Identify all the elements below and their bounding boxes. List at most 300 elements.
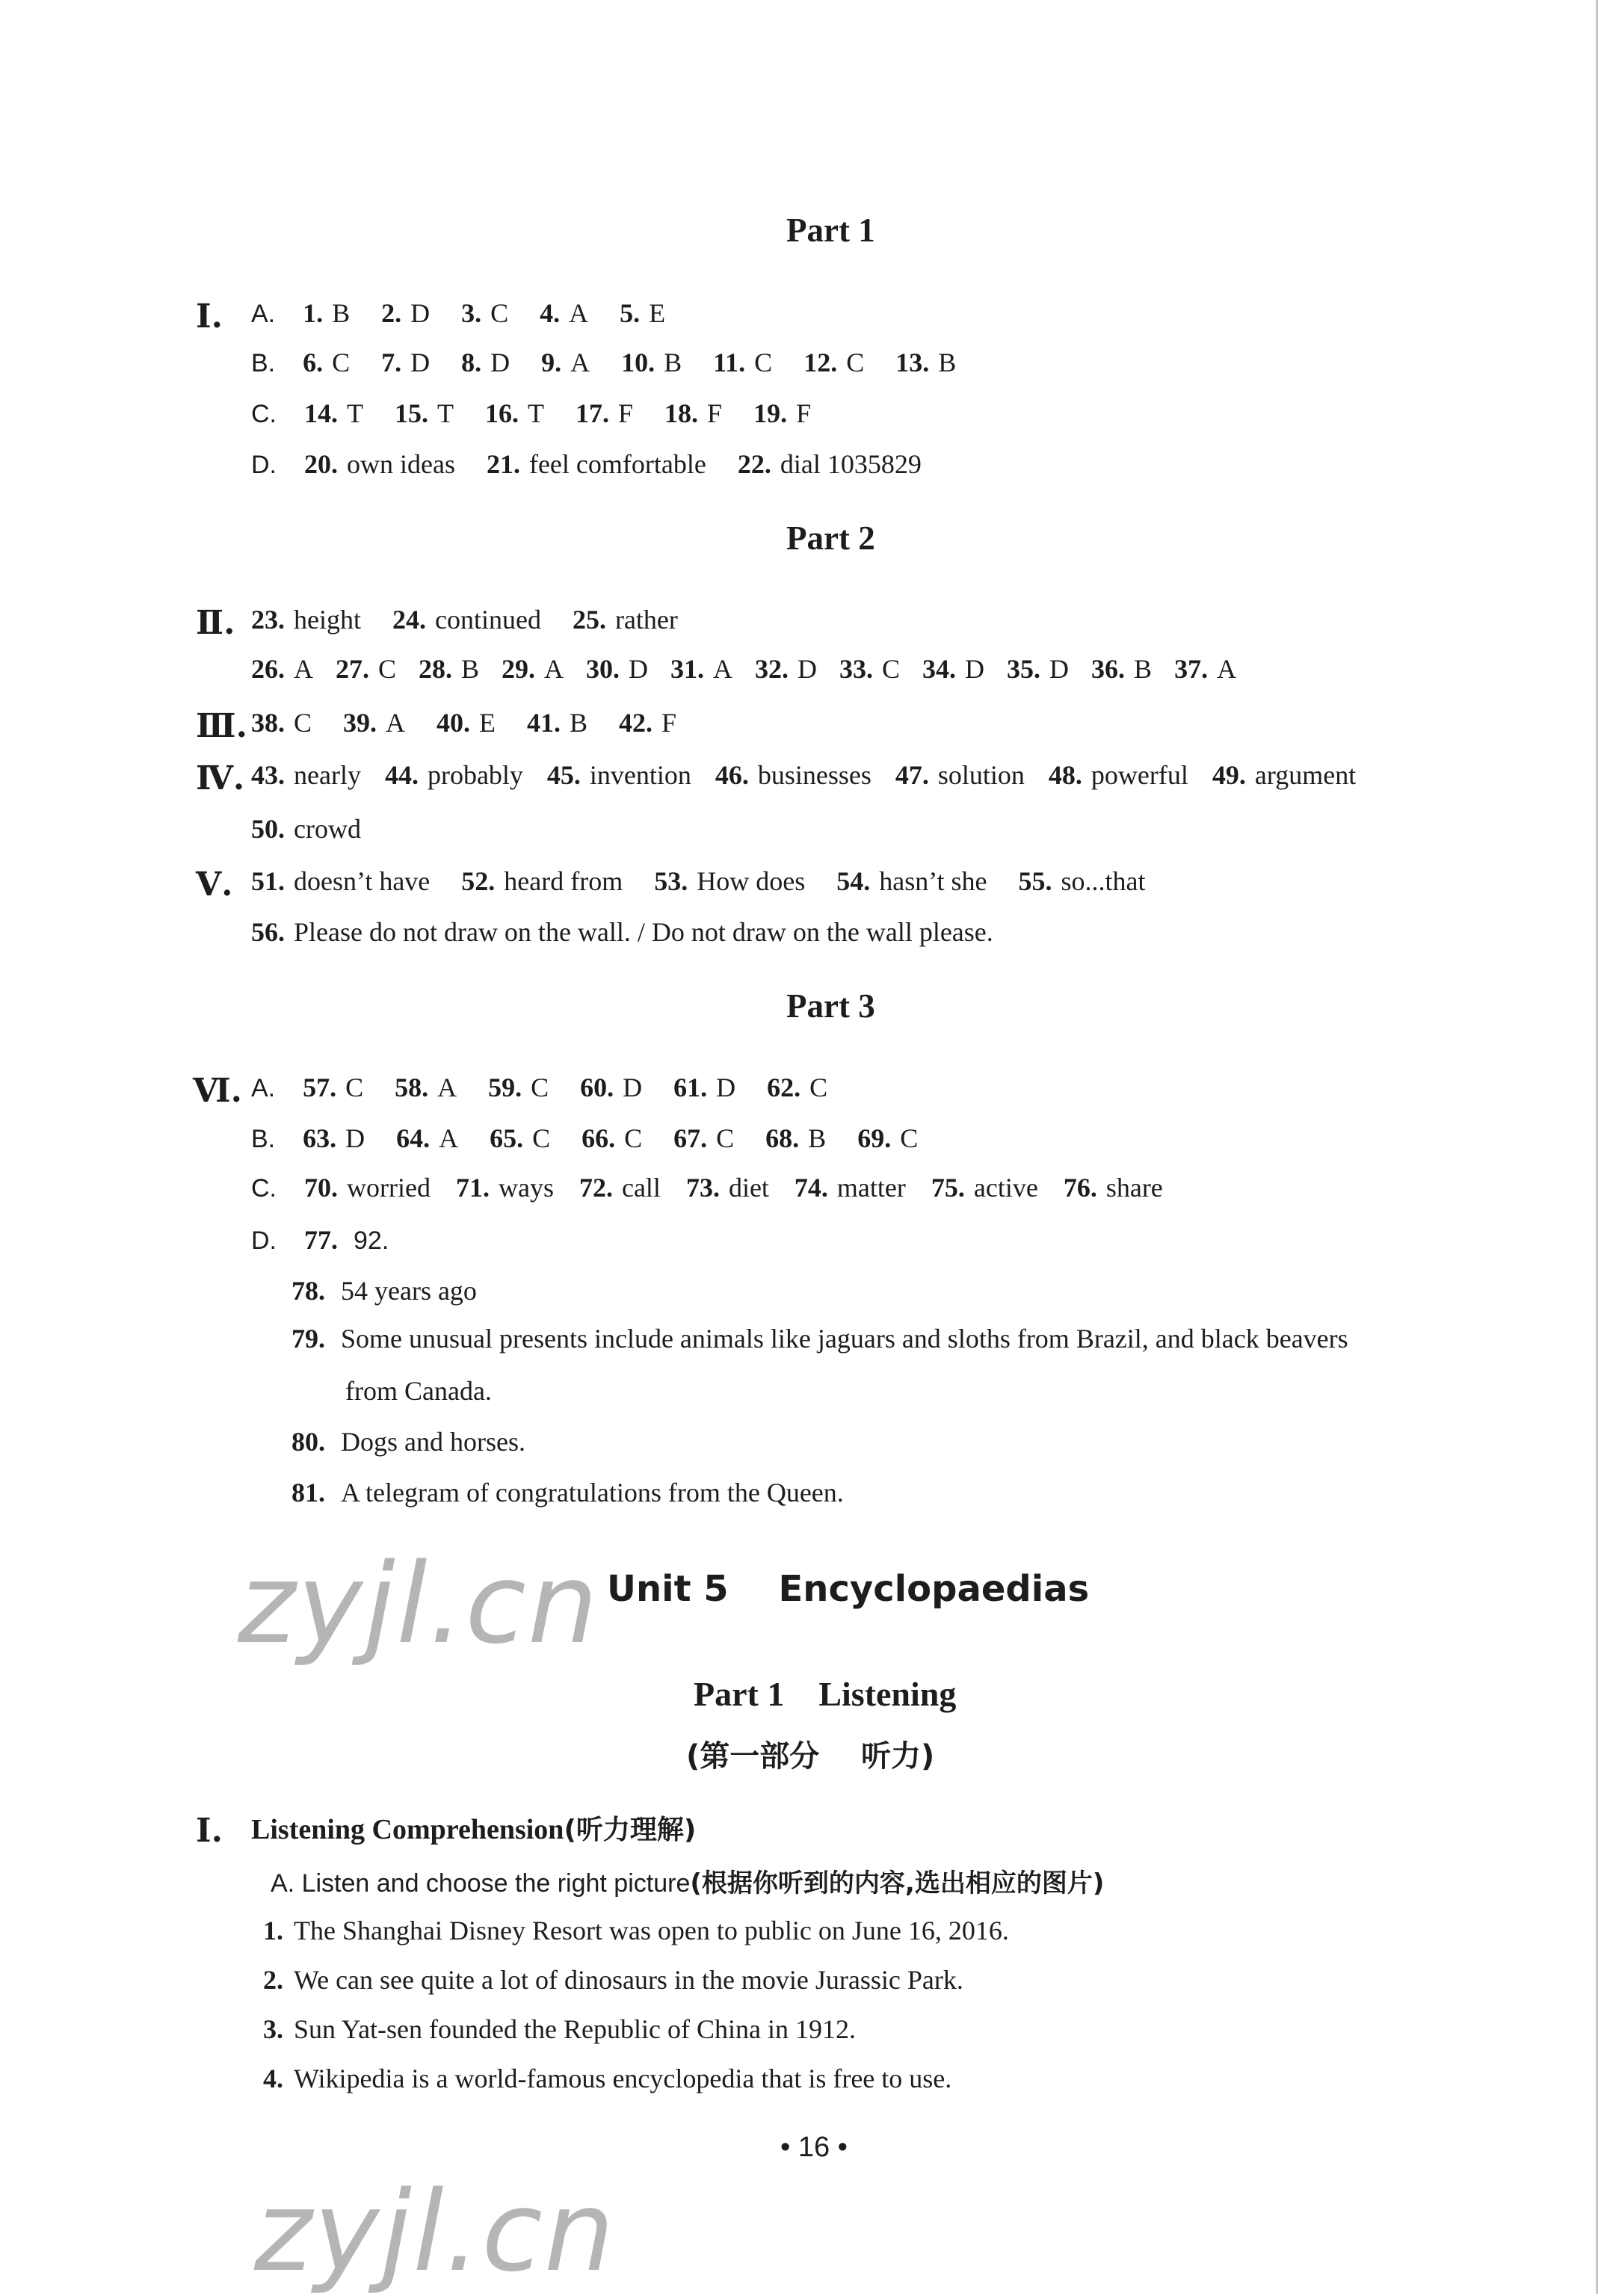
- answer-text: nearly: [294, 760, 361, 790]
- page-number: • 16 •: [780, 2132, 848, 2163]
- question-number: 23.: [251, 605, 285, 635]
- question-number: 2.: [381, 298, 402, 328]
- question-number: 10.: [621, 348, 655, 377]
- question-number: 52.: [461, 866, 496, 896]
- question-number: 38.: [251, 708, 285, 738]
- question-number: 1.: [263, 1916, 283, 1945]
- answer-item: [738, 448, 922, 480]
- answer-text: businesses: [757, 760, 872, 790]
- answer-text: crowd: [294, 814, 361, 844]
- answer-text: C: [754, 348, 773, 377]
- question-number: 11.: [713, 348, 746, 377]
- question-number: 74.: [794, 1173, 828, 1203]
- question-number: 20.: [304, 449, 338, 479]
- row-label: A.: [251, 300, 276, 328]
- answer-item: [803, 347, 864, 378]
- answer-text: D: [410, 298, 431, 328]
- answer-text: 54 years ago: [341, 1276, 477, 1306]
- roman-numeral-listening: Ⅰ.: [196, 1812, 223, 1850]
- answer-row-6c: [251, 1172, 1188, 1203]
- answer-item: [673, 1072, 735, 1103]
- answer-text: C: [624, 1123, 643, 1153]
- answer-item: [303, 1072, 363, 1103]
- answer-item: [303, 347, 350, 378]
- answer-item: [385, 759, 523, 791]
- answer-item: [251, 653, 313, 685]
- question-number: 18.: [664, 398, 699, 428]
- answer-item: [922, 653, 984, 685]
- question-number: 45.: [546, 760, 581, 790]
- answer-item: [540, 297, 588, 329]
- answer-text: F: [707, 398, 723, 428]
- question-number: 32.: [755, 654, 789, 684]
- answer-text: F: [618, 398, 634, 428]
- answer-item: [396, 1123, 458, 1154]
- listening-item: [263, 1915, 1009, 1946]
- section-title-part3: Part 3: [786, 987, 875, 1025]
- answer-row-2b: [251, 653, 1259, 685]
- answer-item: [303, 297, 350, 329]
- answer-text: 92.: [354, 1226, 389, 1255]
- answer-item: [1174, 653, 1236, 685]
- answer-item: [765, 1123, 826, 1154]
- listening-heading: [251, 1809, 696, 1847]
- question-number: 30.: [586, 654, 620, 684]
- question-number: 56.: [251, 917, 285, 947]
- answer-item: [1064, 1172, 1163, 1203]
- answer-text: feel comfortable: [528, 449, 706, 479]
- answer-text: ways: [498, 1173, 554, 1203]
- answer-text: B: [808, 1123, 827, 1153]
- question-number: 59.: [488, 1073, 522, 1102]
- question-number: 72.: [579, 1173, 613, 1203]
- question-number: 36.: [1091, 654, 1126, 684]
- answer-item: [857, 1123, 918, 1154]
- answer-row-1c: [251, 398, 842, 429]
- question-number: 5.: [620, 298, 641, 328]
- answer-item: [304, 1172, 431, 1203]
- answer-row-1a: [251, 297, 697, 329]
- answer-item: [487, 448, 706, 480]
- answer-text: share: [1105, 1173, 1163, 1203]
- row-label: D.: [251, 451, 277, 479]
- answer-row-1b: [251, 347, 987, 378]
- question-number: 19.: [753, 398, 788, 428]
- answer-text: How does: [697, 866, 806, 896]
- answer-item: [1212, 759, 1356, 791]
- answer-text: A: [713, 654, 733, 684]
- roman-numeral-1: Ⅰ.: [196, 297, 223, 336]
- answer-item: [586, 653, 648, 685]
- row-label: D.: [251, 1226, 277, 1255]
- answer-row-79-cont: from Canada.: [345, 1376, 492, 1406]
- answer-text: A: [439, 1123, 459, 1153]
- answer-item: [419, 653, 479, 685]
- question-number: 60.: [580, 1073, 614, 1102]
- question-number: 41.: [527, 708, 561, 738]
- answer-row-6a: [251, 1072, 859, 1103]
- answer-text: diet: [728, 1173, 769, 1203]
- question-number: 9.: [541, 348, 562, 377]
- question-number: 4.: [263, 2064, 283, 2093]
- answer-text: F: [661, 708, 677, 738]
- answer-row-78: [291, 1275, 477, 1306]
- answer-text: so...that: [1061, 866, 1146, 896]
- roman-numeral-4: Ⅳ.: [196, 759, 245, 797]
- question-number: 43.: [251, 760, 285, 790]
- question-number: 33.: [839, 654, 874, 684]
- unit-title: Unit 5 Encyclopaedias: [607, 1568, 1090, 1610]
- answer-row-81: [291, 1477, 844, 1508]
- answer-item: [251, 916, 993, 948]
- question-number: 40.: [436, 708, 471, 738]
- answer-item: [547, 759, 691, 791]
- answer-text: D: [410, 348, 431, 377]
- row-label: B.: [251, 1125, 276, 1153]
- answer-item: [343, 707, 405, 738]
- answer-text: C: [716, 1123, 735, 1153]
- answer-item: [581, 1123, 642, 1154]
- question-number: 49.: [1212, 760, 1246, 790]
- answer-item: [381, 297, 430, 329]
- question-number: 44.: [384, 760, 419, 790]
- question-number: 80.: [291, 1427, 325, 1457]
- answer-text: Some unusual presents include animals like jaguars and sloths from Brazil, and black beavers: [341, 1324, 1348, 1354]
- answer-text: A: [1217, 654, 1237, 684]
- question-number: 3.: [461, 298, 482, 328]
- question-number: 48.: [1048, 760, 1082, 790]
- question-number: 54.: [836, 866, 871, 896]
- question-number: 58.: [395, 1073, 429, 1102]
- question-number: 1.: [303, 298, 324, 328]
- answer-text: C: [846, 348, 865, 377]
- question-number: 8.: [461, 348, 482, 377]
- answer-text: hasn’t she: [879, 866, 987, 896]
- question-number: 29.: [502, 654, 536, 684]
- answer-item: [767, 1072, 827, 1103]
- row-label: B.: [251, 349, 276, 377]
- answer-item: [502, 653, 564, 685]
- answer-text: C: [332, 348, 351, 377]
- answer-text: powerful: [1090, 760, 1188, 790]
- listening-heading-en: Listening Comprehension: [251, 1814, 564, 1845]
- question-number: 2.: [263, 1965, 283, 1995]
- answer-row-80: [291, 1426, 525, 1457]
- answer-text: T: [347, 398, 363, 428]
- answer-text: D: [716, 1073, 736, 1102]
- answer-item: [839, 653, 900, 685]
- listening-instruction: [271, 1863, 1104, 1899]
- answer-text: D: [623, 1073, 643, 1102]
- answer-text: A: [294, 654, 313, 684]
- answer-item: [304, 448, 455, 480]
- answer-item: [456, 1172, 554, 1203]
- answer-item: [654, 865, 805, 897]
- answer-text: probably: [427, 760, 523, 790]
- roman-numeral-6: Ⅵ.: [193, 1072, 242, 1110]
- answer-item: [621, 347, 682, 378]
- roman-numeral-3: Ⅲ.: [196, 707, 247, 745]
- question-number: 21.: [486, 449, 520, 479]
- answer-text: heard from: [504, 866, 623, 896]
- answer-item: [461, 347, 510, 378]
- question-number: 6.: [303, 348, 324, 377]
- answer-item: [715, 759, 872, 791]
- answer-item: [461, 297, 508, 329]
- answer-item: [304, 398, 363, 429]
- question-number: 27.: [336, 654, 369, 684]
- answer-item: [931, 1172, 1038, 1203]
- answer-text: matter: [836, 1173, 906, 1203]
- question-number: 79.: [291, 1324, 325, 1354]
- question-number: 25.: [572, 605, 606, 635]
- answer-text: C: [345, 1073, 364, 1102]
- listening-item: [263, 2013, 856, 2045]
- answer-text: E: [479, 708, 496, 738]
- answer-text: C: [531, 1073, 549, 1102]
- answer-text: E: [649, 298, 666, 328]
- question-number: 51.: [251, 866, 285, 896]
- answer-text: own ideas: [347, 449, 455, 479]
- answer-item: [395, 398, 454, 429]
- answer-item: [620, 297, 665, 329]
- question-number: 7.: [381, 348, 402, 377]
- question-number: 66.: [581, 1123, 616, 1153]
- row-label: C.: [251, 1174, 277, 1203]
- answer-item: [1007, 653, 1069, 685]
- answer-text: D: [490, 348, 510, 377]
- question-number: 68.: [765, 1123, 800, 1153]
- question-number: 28.: [419, 654, 453, 684]
- listening-sentence: The Shanghai Disney Resort was open to public on June 16, 2016.: [294, 1916, 1009, 1945]
- question-number: 50.: [251, 814, 285, 844]
- section-title-part1: Part 1: [786, 212, 875, 249]
- question-number: 46.: [715, 760, 749, 790]
- answer-text: B: [1134, 654, 1153, 684]
- answer-item: [251, 707, 312, 738]
- instruction-en: A. Listen and choose the right picture: [271, 1869, 691, 1898]
- answer-text: C: [294, 708, 312, 738]
- question-number: 47.: [895, 760, 929, 790]
- watermark-logo: zyjl.cn: [238, 1540, 599, 1668]
- answer-text: active: [973, 1173, 1038, 1203]
- answer-text: A: [386, 708, 406, 738]
- answer-text: C: [809, 1073, 828, 1102]
- answer-item: [580, 1072, 642, 1103]
- answer-text: invention: [589, 760, 691, 790]
- answer-item: [336, 653, 396, 685]
- question-number: 37.: [1174, 654, 1209, 684]
- part-listening-title-cn: (第一部分 听力): [686, 1739, 935, 1774]
- answer-item: [251, 813, 361, 845]
- answer-item: [836, 865, 987, 897]
- answer-text: Please do not draw on the wall. / Do not draw on the wall please.: [294, 917, 993, 947]
- answer-item: [755, 653, 817, 685]
- question-number: 69.: [857, 1123, 892, 1153]
- listening-heading-cn: (听力理解): [564, 1815, 697, 1845]
- answer-text: dial 1035829: [780, 449, 922, 479]
- answer-text: Dogs and horses.: [341, 1427, 525, 1457]
- answer-item: [1091, 653, 1152, 685]
- question-number: 61.: [673, 1073, 708, 1102]
- answer-text: D: [1049, 654, 1070, 684]
- answer-item: [541, 347, 590, 378]
- answer-text: C: [378, 654, 397, 684]
- question-number: 70.: [304, 1173, 338, 1203]
- answer-text: height: [294, 605, 361, 635]
- answer-item: [895, 347, 956, 378]
- watermark-logo: zyjl.cn: [254, 2167, 616, 2296]
- answer-item: [251, 865, 430, 897]
- question-number: 26.: [251, 654, 285, 684]
- answer-text: A: [569, 298, 589, 328]
- question-number: 76.: [1063, 1173, 1097, 1203]
- question-number: 53.: [654, 866, 688, 896]
- question-number: 31.: [670, 654, 705, 684]
- answer-item: [895, 759, 1025, 791]
- question-number: 55.: [1018, 866, 1052, 896]
- answer-item: [1019, 865, 1146, 897]
- answer-item: [488, 1072, 549, 1103]
- answer-text: B: [664, 348, 682, 377]
- answer-item: [686, 1172, 769, 1203]
- answer-text: B: [938, 348, 957, 377]
- answer-text: worried: [347, 1173, 431, 1203]
- answer-item: [576, 398, 633, 429]
- answer-item: [673, 1123, 734, 1154]
- answer-row-1d: [251, 448, 953, 480]
- question-number: 14.: [304, 398, 338, 428]
- answer-item: [303, 1123, 365, 1154]
- question-number: 71.: [455, 1173, 490, 1203]
- question-number: 4.: [540, 298, 561, 328]
- answer-text: B: [332, 298, 351, 328]
- question-number: 13.: [895, 348, 930, 377]
- listening-sentence: We can see quite a lot of dinosaurs in the movie Jurassic Park.: [294, 1965, 963, 1995]
- answer-text: argument: [1254, 760, 1357, 790]
- answer-row-5a: [251, 865, 1177, 897]
- question-number: 17.: [576, 398, 609, 428]
- question-number: 63.: [303, 1123, 337, 1153]
- listening-item: [263, 1964, 963, 1996]
- question-number: 15.: [395, 398, 428, 428]
- question-number: 73.: [685, 1173, 720, 1203]
- question-number: 3.: [263, 2014, 283, 2044]
- question-number: 78.: [291, 1276, 325, 1306]
- answer-item: [461, 865, 623, 897]
- answer-text: C: [900, 1123, 919, 1153]
- answer-item: [1049, 759, 1188, 791]
- listening-sentence: Sun Yat-sen founded the Republic of China in 1912.: [294, 2014, 856, 2044]
- answer-text: B: [570, 708, 588, 738]
- answer-item: [251, 604, 361, 635]
- question-number: 67.: [673, 1123, 708, 1153]
- answer-text: call: [621, 1173, 661, 1203]
- answer-text: D: [798, 654, 818, 684]
- answer-row-2a: [251, 604, 709, 635]
- answer-item: [527, 707, 587, 738]
- answer-text: C: [532, 1123, 551, 1153]
- answer-row-6d: [251, 1224, 389, 1256]
- answer-item: [436, 707, 496, 738]
- question-number: 24.: [392, 605, 426, 635]
- answer-item: [670, 653, 732, 685]
- answer-row-4b: [251, 813, 392, 845]
- answer-row-3: [251, 707, 708, 738]
- answer-item: [251, 759, 361, 791]
- answer-item: [395, 1072, 457, 1103]
- question-number: 12.: [803, 348, 838, 377]
- answer-item: [664, 398, 722, 429]
- answer-text: A: [437, 1073, 457, 1102]
- instruction-cn: (根据你听到的内容,选出相应的图片): [690, 1868, 1105, 1898]
- answer-text: T: [437, 398, 454, 428]
- answer-item: [381, 347, 430, 378]
- question-number: 75.: [931, 1173, 965, 1203]
- answer-text: D: [629, 654, 649, 684]
- answer-row-6b: [251, 1123, 949, 1154]
- answer-text: T: [528, 398, 544, 428]
- listening-item: [263, 2063, 951, 2094]
- question-number: 42.: [619, 708, 653, 738]
- question-number: 57.: [303, 1073, 337, 1102]
- answer-item: [490, 1123, 550, 1154]
- question-number: 62.: [767, 1073, 801, 1102]
- question-number: 16.: [485, 398, 519, 428]
- answer-row-4a: [251, 759, 1380, 791]
- row-label: C.: [251, 400, 277, 428]
- roman-numeral-2: Ⅱ.: [196, 604, 235, 642]
- answer-text: A telegram of congratulations from the Queen.: [341, 1478, 844, 1507]
- answer-row-79: [291, 1323, 1348, 1354]
- question-number: 77.: [304, 1225, 338, 1255]
- question-number: 64.: [396, 1123, 431, 1153]
- answer-text: continued: [434, 605, 541, 635]
- answer-text: D: [345, 1123, 365, 1153]
- question-number: 65.: [490, 1123, 524, 1153]
- answer-item: [392, 604, 541, 635]
- answer-text: D: [965, 654, 985, 684]
- question-number: 22.: [737, 449, 771, 479]
- answer-text: A: [544, 654, 564, 684]
- answer-row-5b: [251, 916, 1025, 948]
- answer-item: [619, 707, 676, 738]
- listening-sentence: Wikipedia is a world-famous encyclopedia that is free to use.: [294, 2064, 952, 2093]
- question-number: 35.: [1007, 654, 1041, 684]
- question-number: 34.: [922, 654, 957, 684]
- answer-text: C: [882, 654, 901, 684]
- answer-text: A: [570, 348, 590, 377]
- answer-item: [713, 347, 772, 378]
- answer-text: B: [461, 654, 480, 684]
- question-number: 81.: [291, 1478, 325, 1507]
- answer-item: [485, 398, 544, 429]
- question-number: 39.: [343, 708, 377, 738]
- section-title-part2: Part 2: [786, 519, 875, 557]
- answer-item: [753, 398, 811, 429]
- answer-item: [795, 1172, 906, 1203]
- answer-item: [579, 1172, 661, 1203]
- roman-numeral-5: Ⅴ.: [196, 865, 233, 904]
- answer-text: doesn’t have: [294, 866, 431, 896]
- answer-text: rather: [614, 605, 678, 635]
- answer-text: F: [796, 398, 812, 428]
- row-label: A.: [251, 1074, 276, 1102]
- answer-text: C: [490, 298, 509, 328]
- part-listening-title: Part 1 Listening: [694, 1675, 957, 1713]
- answer-text: solution: [937, 760, 1025, 790]
- answer-item: [573, 604, 678, 635]
